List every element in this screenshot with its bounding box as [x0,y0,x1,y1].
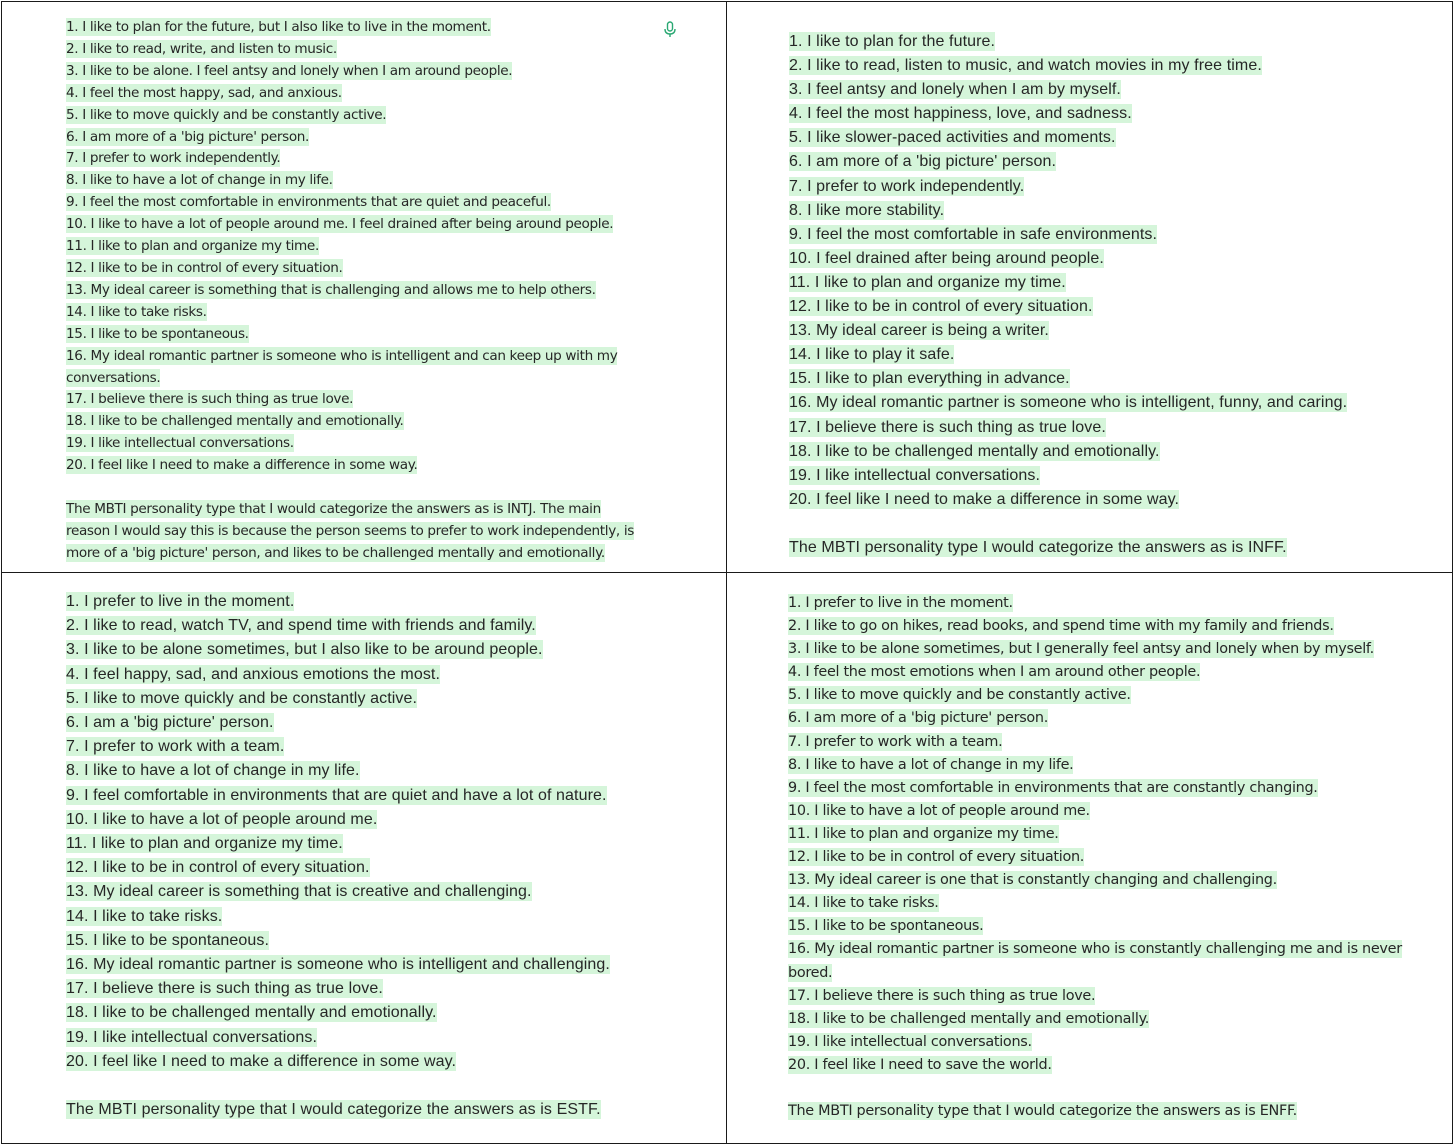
answer-line [66,784,686,808]
answer-text: 13. My ideal career is one that is constantly changing and challenging. [788,872,1277,889]
answer-text: 6. I am more of a 'big picture' person. [66,128,310,145]
answer-text: 7. I prefer to work with a team. [788,733,1003,750]
answer-text: 13. My ideal career is being a writer. [789,322,1049,340]
answer-text: 15. I like to be spontaneous. [66,325,249,342]
answer-text: 9. I feel the most comfortable in environments that are constantly changing. [788,779,1318,796]
answer-line [66,953,686,977]
answer-text: 16. My ideal romantic partner is someone who is constantly challenging me and is never bored. [788,941,1402,981]
answer-line [66,856,686,880]
answer-line [66,170,641,192]
answer-line [788,731,1428,754]
answer-text: 2. I like to read, watch TV, and spend time with friends and family. [66,617,536,635]
answer-line [788,1008,1428,1031]
answer-text: 1. I like to plan for the future, but I also like to live in the moment. [66,19,491,35]
answer-line [66,905,686,929]
answer-line [788,985,1428,1008]
answer-line [66,735,686,759]
answer-text: 5. I like to move quickly and be constantly active. [788,687,1131,704]
answer-text: 7. I prefer to work with a team. [66,738,285,756]
answer-line [789,223,1409,247]
answer-line [66,236,641,258]
answer-text: 17. I believe there is such thing as true love. [788,987,1096,1004]
answer-line [788,707,1428,730]
answer-line [789,464,1409,488]
answer-text: 15. I like to plan everything in advance. [789,370,1070,388]
answer-text: 16. My ideal romantic partner is someone who is intelligent, funny, and caring. [789,394,1348,412]
mbti-conclusion [66,1098,686,1122]
answer-text: 9. I feel the most comfortable in safe environments. [789,225,1158,243]
answer-text: 20. I feel like I need to make a difference in some way. [66,457,418,474]
answer-text: 3. I like to be alone sometimes, but I generally feel antsy and lonely when by myself. [788,641,1374,658]
answer-text: 4. I feel the most happiness, love, and sadness. [789,105,1132,123]
answer-line [788,869,1428,892]
answer-line [66,127,641,149]
answer-line [788,892,1428,915]
answer-line [789,391,1409,415]
answer-line [788,823,1428,846]
answer-line [66,39,641,61]
conclusion-text: The MBTI personality type I would categorize the answers as is INFF. [789,538,1287,556]
answer-text: 1. I like to plan for the future. [789,33,996,50]
answer-line [66,324,641,346]
answer-text: 10. I like to have a lot of people around me. [788,802,1090,819]
answer-text: 16. My ideal romantic partner is someone who is intelligent and challenging. [66,956,610,974]
answer-text: 13. My ideal career is something that is creative and challenging. [66,883,532,901]
response-panel-bottom-right [788,592,1428,1123]
answer-text: 6. I am more of a 'big picture' person. [788,710,1049,727]
answer-line [66,638,686,662]
answer-line [788,777,1428,800]
answer-text: 16. My ideal romantic partner is someone who is intelligent and can keep up with my conversations. [66,347,618,386]
answer-text: 3. I feel antsy and lonely when I am by myself. [789,81,1121,99]
conclusion-text: The MBTI personality type that I would categorize the answers as is ESTF. [66,1101,601,1119]
answer-text: 18. I like to be challenged mentally and emotionally. [66,1004,437,1022]
response-panel-top-left [66,17,641,565]
answer-text: 18. I like to be challenged mentally and emotionally. [789,442,1160,460]
answer-text: 11. I like to plan and organize my time. [789,273,1066,291]
answer-text: 7. I prefer to work independently. [66,150,281,167]
answer-line [66,302,641,324]
answer-line [66,663,686,687]
answer-text: 10. I like to have a lot of people around me. [66,810,378,828]
answer-text: 8. I like more stability. [789,201,945,219]
answer-line [66,711,686,735]
answer-text: 2. I like to read, listen to music, and watch movies in my free time. [789,57,1262,75]
answer-line [66,83,641,105]
answer-line [788,661,1428,684]
conclusion-text: The MBTI personality type that I would categorize the answers as is INTJ. The main reason I would say this is because the person seems to prefer to work independently, is more of a 'big picture' person, and likes to be challenged mentally and emotionally. [66,500,634,561]
answer-text: 3. I like to be alone. I feel antsy and lonely when I am around people. [66,62,513,79]
answer-text: 10. I like to have a lot of people around me. I feel drained after being around people. [66,216,614,233]
answer-line [789,175,1409,199]
answer-line [788,915,1428,938]
horizontal-divider [1,572,1453,573]
answer-text: 15. I like to be spontaneous. [788,918,984,935]
answer-line [66,929,686,953]
answer-text: 14. I like to take risks. [66,303,207,320]
answer-line [788,754,1428,777]
answer-line [789,488,1409,512]
answer-line [789,440,1409,464]
answer-line [789,416,1409,440]
answer-line [66,346,641,390]
answer-text: 1. I prefer to live in the moment. [66,593,295,610]
answer-text: 6. I am a 'big picture' person. [66,714,274,732]
answer-text: 19. I like intellectual conversations. [66,1028,318,1046]
answer-line [66,61,641,83]
answer-text: 12. I like to be in control of every situation. [789,298,1093,316]
answer-text: 13. My ideal career is something that is challenging and allows me to help others. [66,281,596,298]
answer-text: 20. I feel like I need to make a difference in some way. [789,490,1180,508]
answer-line [66,1026,686,1050]
answer-text: 18. I like to be challenged mentally and emotionally. [788,1010,1150,1027]
response-panel-bottom-left [66,590,686,1122]
answer-line [66,433,641,455]
answer-line [66,759,686,783]
answer-text: 5. I like to move quickly and be constantly active. [66,689,418,707]
answer-line [66,389,641,411]
answer-line [66,832,686,856]
answer-text: 20. I feel like I need to save the world. [788,1056,1052,1073]
answer-line [789,150,1409,174]
answer-line [789,102,1409,126]
answer-text: 4. I feel the most emotions when I am around other people. [788,664,1201,681]
answer-line [789,78,1409,102]
answer-text: 6. I am more of a 'big picture' person. [789,153,1057,171]
answer-line [66,411,641,433]
answer-line [789,126,1409,150]
answer-text: 17. I believe there is such thing as true love. [66,980,383,998]
answer-line [788,800,1428,823]
answer-line [66,880,686,904]
answer-line [789,295,1409,319]
answer-line [788,1031,1428,1054]
microphone-icon[interactable] [663,21,677,39]
answer-text: 11. I like to plan and organize my time. [788,825,1059,842]
answer-text: 9. I feel comfortable in environments that are quiet and have a lot of nature. [66,786,607,804]
answer-text: 17. I believe there is such thing as true love. [66,391,354,408]
answer-text: 5. I like to move quickly and be constantly active. [66,106,387,123]
answer-line [66,614,686,638]
answer-line [66,280,641,302]
answer-text: 5. I like slower-paced activities and moments. [789,129,1116,147]
answer-text: 2. I like to read, write, and listen to music. [66,40,337,57]
answer-line [789,271,1409,295]
answer-text: 14. I like to play it safe. [789,346,955,364]
answer-line [788,592,1428,615]
answer-text: 4. I feel happy, sad, and anxious emotions the most. [66,665,441,683]
response-panel-top-right [789,30,1409,560]
answer-text: 8. I like to have a lot of change in my life. [788,756,1074,773]
answer-line [789,319,1409,343]
answer-text: 2. I like to go on hikes, read books, and spend time with my family and friends. [788,618,1334,635]
answer-text: 11. I like to plan and organize my time. [66,835,343,853]
answer-text: 11. I like to plan and organize my time. [66,238,319,255]
answer-text: 12. I like to be in control of every situation. [66,859,370,877]
answer-line [788,1054,1428,1077]
answer-line [66,1050,686,1074]
answer-line [66,214,641,236]
answer-text: 19. I like intellectual conversations. [789,466,1041,484]
answer-line [66,808,686,832]
answer-line [66,17,641,39]
answer-line [66,258,641,280]
answer-text: 7. I prefer to work independently. [789,177,1025,195]
answer-line [66,148,641,170]
answer-line [788,615,1428,638]
answer-text: 17. I believe there is such thing as true love. [789,418,1106,436]
answer-line [789,54,1409,78]
answer-line [66,192,641,214]
answer-line [788,846,1428,869]
answer-text: 8. I like to have a lot of change in my life. [66,172,333,189]
answer-line [66,977,686,1001]
answer-text: 15. I like to be spontaneous. [66,931,270,949]
answer-text: 3. I like to be alone sometimes, but I also like to be around people. [66,641,543,659]
answer-line [788,638,1428,661]
answer-line [789,30,1409,54]
mbti-conclusion [789,536,1409,560]
answer-text: 12. I like to be in control of every situation. [788,849,1085,866]
conclusion-text: The MBTI personality type that I would categorize the answers as is ENFF. [788,1103,1297,1120]
answer-line [788,938,1428,984]
answer-text: 9. I feel the most comfortable in environments that are quiet and peaceful. [66,194,551,211]
answer-text: 19. I like intellectual conversations. [66,435,294,452]
answer-line [789,367,1409,391]
answer-line [66,590,686,614]
answer-text: 19. I like intellectual conversations. [788,1033,1032,1050]
answer-text: 14. I like to take risks. [788,895,939,912]
answer-line [788,684,1428,707]
mbti-conclusion [66,499,641,565]
answer-text: 10. I feel drained after being around people. [789,249,1104,267]
answer-text: 1. I prefer to live in the moment. [788,595,1013,611]
answer-text: 4. I feel the most happy, sad, and anxious. [66,84,342,101]
answer-text: 14. I like to take risks. [66,907,223,925]
answer-text: 18. I like to be challenged mentally and emotionally. [66,413,404,430]
mbti-conclusion [788,1100,1428,1123]
answer-line [66,1001,686,1025]
answer-line [789,247,1409,271]
answer-line [66,105,641,127]
answer-line [789,343,1409,367]
answer-line [789,199,1409,223]
answer-text: 12. I like to be in control of every situation. [66,259,343,276]
answer-text: 8. I like to have a lot of change in my life. [66,762,360,780]
answer-line [66,687,686,711]
answer-text: 20. I feel like I need to make a difference in some way. [66,1052,457,1070]
answer-line [66,455,641,477]
